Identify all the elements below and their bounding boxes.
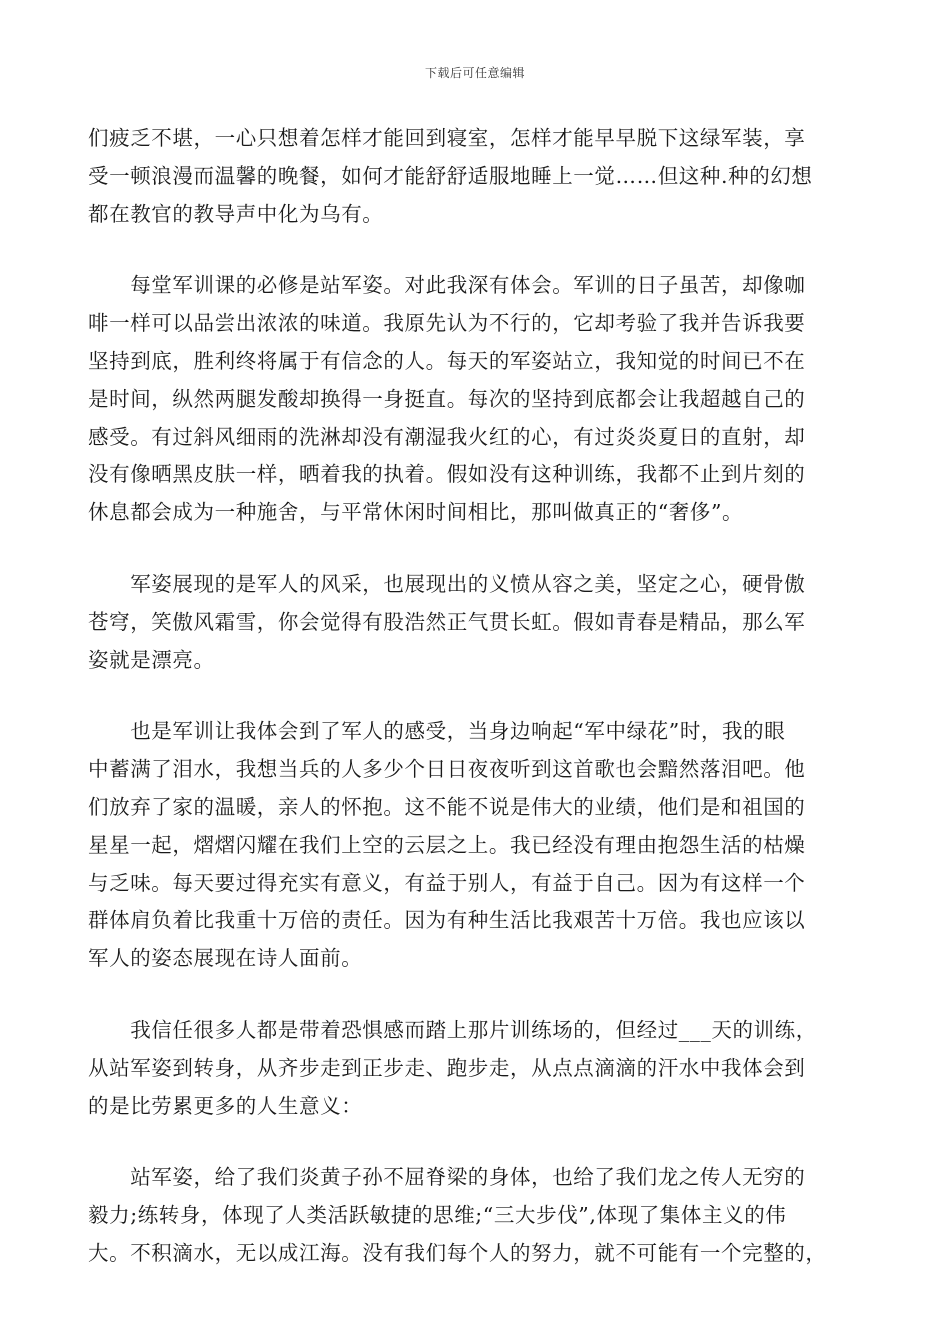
- text-line: 坚持到底，胜利终将属于有信念的人。每天的军姿站立，我知觉的时间已不在: [88, 348, 806, 373]
- paragraph: [88, 1159, 858, 1272]
- text-line: 啡一样可以品尝出浓浓的味道。我原先认为不行的，它却考验了我并告诉我要: [88, 311, 806, 336]
- text-line: 是时间，纵然两腿发酸却换得一身挺直。每次的坚持到底都会让我超越自己的: [88, 386, 806, 411]
- text-line: 军姿展现的是军人的风采，也展现出的义愤从容之美，坚定之心，硬骨傲: [88, 571, 806, 596]
- text-line: 群体肩负着比我重十万倍的责任。因为有种生活比我艰苦十万倍。我也应该以: [88, 908, 806, 933]
- text-line: 与乏味。每天要过得充实有意义，有益于别人，有益于自己。因为有这样一个: [88, 870, 806, 895]
- text-line: 的是比劳累更多的人生意义：: [88, 1093, 363, 1118]
- page-header: 下载后可任意编辑: [424, 66, 525, 80]
- text-line: 休息都会成为一种施舍，与平常休闲时间相比，那叫做真正的“奢侈”。: [88, 500, 744, 525]
- text-line: 大。不积滴水，无以成江海。没有我们每个人的努力，就不可能有一个完整的，: [88, 1240, 827, 1265]
- text-line: 感受。有过斜风细雨的洗淋却没有潮湿我火红的心，有过炎炎夏日的直射，却: [88, 424, 806, 449]
- text-line: 姿就是漂亮。: [88, 647, 215, 672]
- paragraph: [88, 1012, 858, 1125]
- text-line: 们疲乏不堪，一心只想着怎样才能回到寝室，怎样才能早早脱下这绿军装，享: [88, 126, 806, 150]
- document-body: [88, 120, 858, 1273]
- text-line: 受一顿浪漫而温馨的晚餐，如何才能舒舒适服地睡上一觉……但这种.种的幻想: [88, 163, 813, 188]
- paragraph: [88, 120, 858, 233]
- text-line: 每堂军训课的必修是站军姿。对此我深有体会。军训的日子虽苦，却像咖: [88, 273, 806, 298]
- text-line: 毅力;练转身，体现了人类活跃敏捷的思维;“三大步伐”,体现了集体主义的伟: [88, 1203, 787, 1228]
- text-line: 苍穹，笑傲风霜雪，你会觉得有股浩然正气贯长虹。假如青春是精品，那么军: [88, 609, 806, 634]
- text-line: 我信任很多人都是带着恐惧感而踏上那片训练场的，但经过___天的训练，: [88, 1017, 817, 1042]
- paragraph: [88, 566, 858, 679]
- text-line: 军人的姿态展现在诗人面前。: [88, 946, 363, 971]
- text-line: 从站军姿到转身，从齐步走到正步走、跑步走，从点点滴滴的汗水中我体会到: [88, 1055, 806, 1080]
- text-line: 星星一起，熠熠闪耀在我们上空的云层之上。我已经没有理由抱怨生活的枯燥: [88, 832, 806, 857]
- text-line: 站军姿，给了我们炎黄子孙不屈脊梁的身体，也给了我们龙之传人无穷的: [88, 1165, 806, 1190]
- paragraph: [88, 267, 858, 532]
- text-line: 没有像晒黑皮肤一样，晒着我的执着。假如没有这种训练，我都不止到片刻的: [88, 462, 806, 487]
- text-line: 们放弃了家的温暖，亲人的怀抱。这不能不说是伟大的业绩，他们是和祖国的: [88, 794, 806, 819]
- text-line: 都在教官的教导声中化为乌有。: [88, 201, 384, 226]
- text-line: 也是军训让我体会到了军人的感受，当身边响起“军中绿花”时，我的眼: [88, 719, 786, 744]
- text-line: 中蓄满了泪水，我想当兵的人多少个日日夜夜听到这首歌也会黯然落泪吧。他: [88, 757, 806, 782]
- paragraph: [88, 713, 858, 978]
